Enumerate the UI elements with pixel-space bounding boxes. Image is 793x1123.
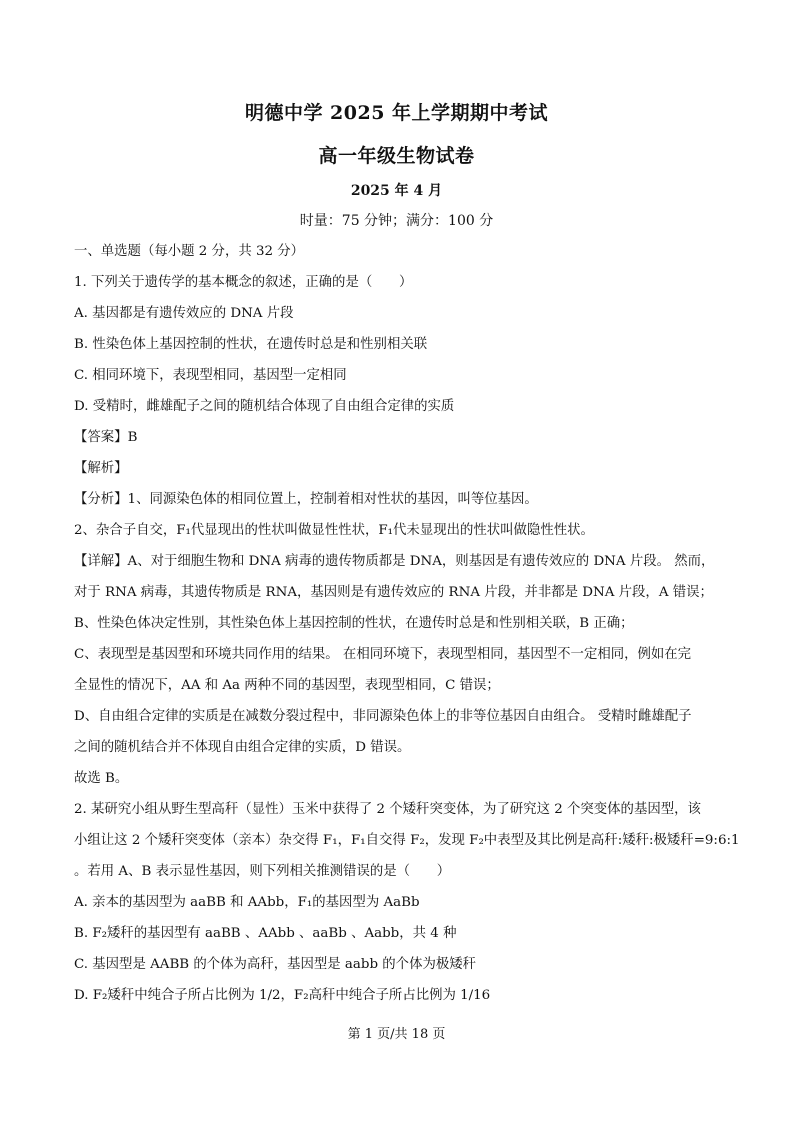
analysis-line: 2、杂合子自交，F₁代显现出的性状叫做显性性状，F₁代未显现出的性状叫做隐性性状。 (74, 523, 594, 538)
page-footer: 第 1 页/共 18 页 (347, 1027, 446, 1042)
exam-time-score: 时量：75 分钟；满分：100 分 (299, 213, 494, 229)
answer-tag: 【答案】 (74, 430, 128, 445)
analysis-line: 故选 B。 (74, 771, 129, 786)
question-2-stem-line: 小组让这 2 个矮秆突变体（亲本）杂交得 F₁，F₁自交得 F₂，发现 F₂中表型及其比例是高秆:矮秆:极矮秆=9:6:1 (74, 833, 740, 848)
exam-title: 明德中学 2025 年上学期期中考试 (244, 102, 549, 124)
analysis-line: 全显性的情况下，AA 和 Aa 两种不同的基因型，表现型相同，C 错误； (74, 678, 500, 693)
question-1-analysis-tag: 【解析】 (74, 461, 128, 476)
answer-value: B (127, 430, 138, 445)
question-2-stem-line: 2. 某研究小组从野生型高秆（显性）玉米中获得了 2 个矮秆突变体，为了研究这 2 个突变体的基因型，该 (74, 802, 701, 817)
exam-subtitle: 高一年级生物试卷 (318, 145, 475, 167)
question-1-option-c: C. 相同环境下，表现型相同，基因型一定相同 (74, 368, 347, 383)
analysis-line: 之间的随机结合并不体现自由组合定律的实质，D 错误。 (74, 740, 411, 755)
analysis-line: B、性染色体决定性别，其性染色体上基因控制的性状，在遗传时总是和性别相关联，B 正确； (74, 616, 634, 631)
analysis-line: D、自由组合定律的实质是在减数分裂过程中，非同源染色体上的非等位基因自由组合。 受精时雌雄配子 (74, 709, 692, 724)
analysis-line: 对于 RNA 病毒，其遗传物质是 RNA，基因则是有遗传效应的 RNA 片段，并非都是 DNA 片段，A 错误； (74, 585, 713, 600)
analysis-line: C、表现型是基因型和环境共同作用的结果。 在相同环境下，表现型相同，基因型不一定相同，例如在完 (74, 647, 692, 662)
question-1-stem: 1. 下列关于遗传学的基本概念的叙述，正确的是（ ） (74, 275, 413, 290)
question-2-option-b: B. F₂矮秆的基因型有 aaBB 、AAbb 、aaBb 、Aabb，共 4 种 (74, 926, 457, 941)
document-body (74, 236, 754, 1011)
question-2-stem-line: 。若用 A、B 表示显性基因，则下列相关推测错误的是（ ） (74, 864, 451, 879)
question-2-option-c: C. 基因型是 AABB 的个体为高秆，基因型是 aabb 的个体为极矮秆 (74, 957, 477, 972)
analysis-line: 【分析】1、同源染色体的相同位置上，控制着相对性状的基因，叫等位基因。 (74, 492, 538, 507)
question-1-option-a: A. 基因都是有遗传效应的 DNA 片段 (74, 306, 294, 321)
question-1-option-d: D. 受精时，雌雄配子之间的随机结合体现了自由组合定律的实质 (74, 399, 455, 414)
exam-date: 2025 年 4 月 (350, 183, 443, 199)
question-2-option-d: D. F₂矮秆中纯合子所占比例为 1/2，F₂高秆中纯合子所占比例为 1/16 (74, 988, 491, 1003)
question-1-answer (74, 422, 754, 453)
analysis-line: 【详解】A、对于细胞生物和 DNA 病毒的遗传物质都是 DNA，则基因是有遗传效应的 DNA 片段。 然而， (74, 554, 715, 569)
section-heading: 一、单选题（每小题 2 分，共 32 分） (74, 244, 305, 259)
question-2-option-a: A. 亲本的基因型为 aaBB 和 AAbb，F₁的基因型为 AaBb (74, 895, 420, 910)
question-1-option-b: B. 性染色体上基因控制的性状，在遗传时总是和性别相关联 (74, 337, 428, 352)
